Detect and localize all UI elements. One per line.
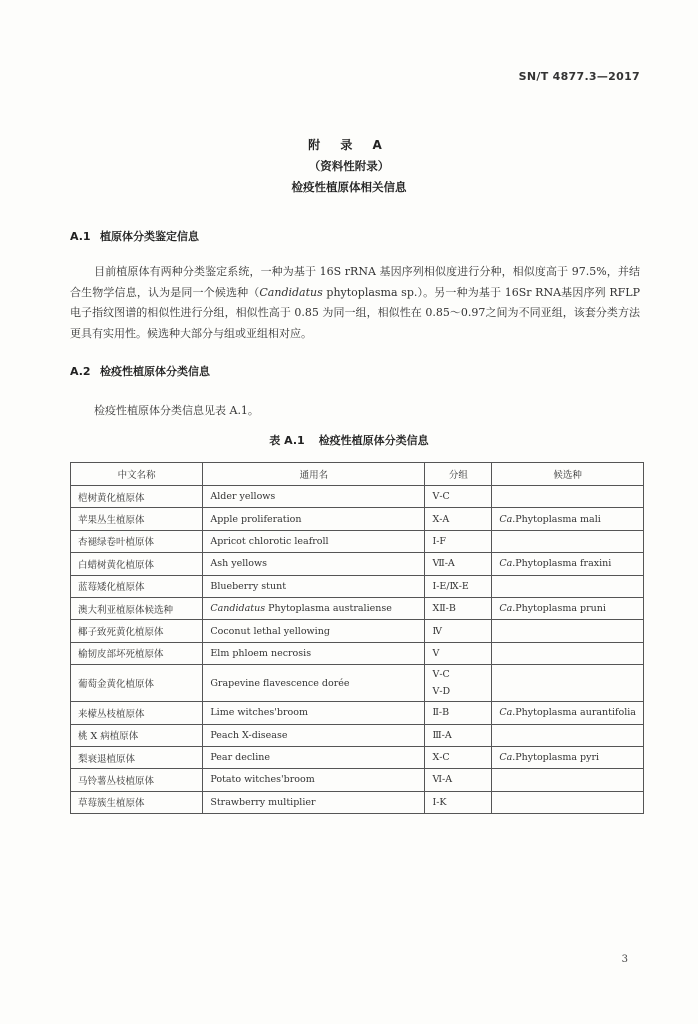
cell-common-name: Lime witches'broom xyxy=(203,702,425,724)
annex-name: 检疫性植原体相关信息 xyxy=(291,180,407,194)
cell-candidate-species xyxy=(492,486,644,508)
table-row xyxy=(71,575,644,597)
annex-title: 附 录 A xyxy=(308,138,390,152)
section-number: A.2 xyxy=(70,365,91,378)
cell-chinese-name: 桤树黄化植原体 xyxy=(71,486,203,508)
cell-candidate-species xyxy=(492,575,644,597)
cell-group xyxy=(425,508,492,530)
cell-common-name: Grapevine flavescence dorée xyxy=(203,665,425,702)
group-value: Ⅰ-E/Ⅸ-E xyxy=(432,580,469,592)
cell-common-name: Elm phloem necrosis xyxy=(203,642,425,664)
cell-candidate-species xyxy=(492,665,644,702)
section-heading-a1 xyxy=(70,228,199,244)
cell-candidate-species: Ca.Phytoplasma aurantifolia xyxy=(492,702,644,724)
cell-candidate-species: Ca.Phytoplasma pruni xyxy=(492,597,644,619)
cell-group xyxy=(425,746,492,768)
cell-candidate-species xyxy=(492,620,644,642)
group-value: Ⅴ-D xyxy=(432,686,451,698)
cell-chinese-name: 椰子致死黄化植原体 xyxy=(71,620,203,642)
candidate-prefix: Ca. xyxy=(499,752,516,764)
section-heading-a2 xyxy=(70,363,210,379)
common-name-text: Phytoplasma australiense xyxy=(265,603,392,615)
column-header: 候选种 xyxy=(492,463,644,486)
group-value: Ⅴ-C xyxy=(432,669,450,681)
section-title: 检疫性植原体分类信息 xyxy=(100,365,210,378)
cell-candidate-species: Ca.Phytoplasma mali xyxy=(492,508,644,530)
table-caption xyxy=(0,432,698,448)
candidate-prefix: Ca. xyxy=(499,558,516,570)
cell-group xyxy=(425,724,492,746)
table-row xyxy=(71,769,644,791)
group-value: Ⅹ-A xyxy=(432,513,450,525)
cell-chinese-name: 草莓簇生植原体 xyxy=(71,791,203,813)
cell-chinese-name: 杏褪绿卷叶植原体 xyxy=(71,530,203,552)
cell-common-name: Apricot chlorotic leafroll xyxy=(203,530,425,552)
phytoplasma-table xyxy=(70,462,644,814)
group-value: Ⅵ-A xyxy=(432,774,453,786)
cell-common-name: Alder yellows xyxy=(203,486,425,508)
candidate-prefix: Ca. xyxy=(499,603,516,615)
table-title: 检疫性植原体分类信息 xyxy=(318,434,429,447)
table-row xyxy=(71,597,644,619)
table-row xyxy=(71,665,644,702)
cell-chinese-name: 马铃薯丛枝植原体 xyxy=(71,769,203,791)
cell-chinese-name: 澳大利亚植原体候选种 xyxy=(71,597,203,619)
group-value: Ⅹ-C xyxy=(432,752,450,764)
cell-group xyxy=(425,486,492,508)
cell-group xyxy=(425,620,492,642)
table-row xyxy=(71,746,644,768)
group-value: Ⅲ-A xyxy=(432,729,452,741)
section-number: A.1 xyxy=(70,230,91,243)
group-value: ⅩⅡ-B xyxy=(432,603,456,615)
cell-common-name: Pear decline xyxy=(203,746,425,768)
document-number: SN/T 4877.3—2017 xyxy=(518,70,640,83)
cell-common-name: Ash yellows xyxy=(203,553,425,575)
cell-group xyxy=(425,642,492,664)
table-row xyxy=(71,702,644,724)
cell-candidate-species xyxy=(492,724,644,746)
column-header: 通用名 xyxy=(203,463,425,486)
cell-group xyxy=(425,575,492,597)
cell-candidate-species xyxy=(492,642,644,664)
paragraph-italic-term: Candidatus xyxy=(259,285,323,299)
cell-common-name: Blueberry stunt xyxy=(203,575,425,597)
cell-common-name: Strawberry multiplier xyxy=(203,791,425,813)
table-row xyxy=(71,620,644,642)
table-row xyxy=(71,553,644,575)
column-header: 分组 xyxy=(425,463,492,486)
column-header: 中文名称 xyxy=(71,463,203,486)
cell-group xyxy=(425,791,492,813)
cell-group xyxy=(425,702,492,724)
cell-group xyxy=(425,665,492,702)
cell-chinese-name: 桃 X 病植原体 xyxy=(71,724,203,746)
cell-candidate-species: Ca.Phytoplasma fraxini xyxy=(492,553,644,575)
cell-common-name: Apple proliferation xyxy=(203,508,425,530)
table-row xyxy=(71,791,644,813)
table-number: 表 A.1 xyxy=(269,434,305,447)
group-value: Ⅳ xyxy=(432,625,442,637)
group-value: Ⅱ-B xyxy=(432,707,450,719)
cell-chinese-name: 苹果丛生植原体 xyxy=(71,508,203,530)
cell-candidate-species: Ca.Phytoplasma pyri xyxy=(492,746,644,768)
candidate-prefix: Ca. xyxy=(499,707,516,719)
cell-group xyxy=(425,597,492,619)
cell-chinese-name: 葡萄金黄化植原体 xyxy=(71,665,203,702)
cell-common-name: Coconut lethal yellowing xyxy=(203,620,425,642)
group-value: Ⅴ-C xyxy=(432,491,450,503)
table-row xyxy=(71,486,644,508)
cell-common-name: Potato witches'broom xyxy=(203,769,425,791)
paragraph-text: 目前植原体有两种分类鉴定系统，一种为基于 16S rRNA 基因序列相似度进行分种，相似度高于 97.5%，并结合生物学信息，认为是同一个候选种（ xyxy=(70,265,640,299)
section-a2-paragraph xyxy=(70,401,640,422)
annex-subtitle: （资料性附录） xyxy=(308,159,390,173)
table-body xyxy=(71,486,644,814)
cell-chinese-name: 白蜡树黄化植原体 xyxy=(71,553,203,575)
group-value: Ⅴ xyxy=(432,647,440,659)
table-row xyxy=(71,642,644,664)
table-row xyxy=(71,530,644,552)
table-row xyxy=(71,724,644,746)
cell-chinese-name: 榆韧皮部坏死植原体 xyxy=(71,642,203,664)
cell-group xyxy=(425,769,492,791)
cell-candidate-species xyxy=(492,769,644,791)
cell-common-name xyxy=(203,597,425,619)
cell-chinese-name: 蓝莓矮化植原体 xyxy=(71,575,203,597)
cell-group xyxy=(425,553,492,575)
page-number: 3 xyxy=(621,954,628,965)
cell-group xyxy=(425,530,492,552)
cell-chinese-name: 来檬丛枝植原体 xyxy=(71,702,203,724)
cell-chinese-name: 梨衰退植原体 xyxy=(71,746,203,768)
section-a1-paragraph xyxy=(70,262,640,344)
cell-candidate-species xyxy=(492,530,644,552)
paragraph-text: 检疫性植原体分类信息见表 A.1。 xyxy=(94,404,259,417)
group-value: Ⅰ-F xyxy=(432,535,447,547)
candidate-prefix: Ca. xyxy=(499,513,516,525)
paragraph-text: phytoplasma sp.）。另一种为基于 16Sr RNA基因序列 RFLP 电子指纹图谱的相似性进行分组，相似性高于 0.85 为同一组，相似性在 0.85～0.97之间为不同亚组，该套分类方法更具有实用性。候选种大部分与组或亚组相对应。 xyxy=(70,285,640,340)
group-value: Ⅶ-A xyxy=(432,558,455,570)
cell-common-name: Peach X-disease xyxy=(203,724,425,746)
table-row xyxy=(71,508,644,530)
section-title: 植原体分类鉴定信息 xyxy=(100,230,199,243)
common-name-italic: Candidatus xyxy=(210,603,266,615)
cell-candidate-species xyxy=(492,791,644,813)
table-header-row xyxy=(71,463,644,486)
group-value: Ⅰ-K xyxy=(432,796,447,808)
